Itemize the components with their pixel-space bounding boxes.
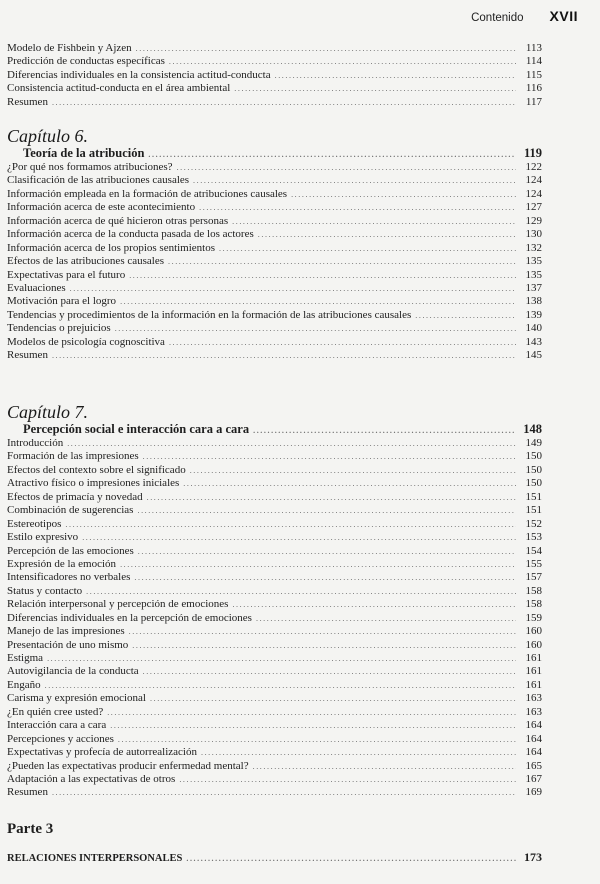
dot-leader (115, 322, 516, 335)
toc-entry[interactable] (7, 518, 542, 531)
page-number: 164 (525, 732, 542, 745)
toc-entry[interactable] (7, 161, 542, 174)
page-number: 117 (525, 95, 542, 108)
entry-title: Formación de las impresiones (7, 450, 139, 463)
entry-title: Carisma y expresión emocional (7, 692, 146, 705)
toc-entry[interactable] (7, 639, 542, 652)
toc-entry[interactable] (7, 545, 542, 558)
entry-title: Efectos del contexto sobre el significado (7, 463, 186, 476)
entry-title: Modelo de Fishbein y Ajzen (7, 42, 132, 54)
entry-title: Resumen (7, 349, 48, 362)
chapter-heading: Capítulo 7. (7, 402, 89, 422)
toc-entry[interactable] (7, 96, 542, 109)
entry-title: Manejo de las impresiones (7, 625, 125, 638)
page-number: 140 (525, 322, 542, 335)
entry-title: Presentación de uno mismo (7, 638, 129, 651)
page-number: 151 (525, 490, 542, 503)
dot-leader (67, 437, 516, 450)
dot-leader (45, 679, 516, 692)
entry-title: Adaptación a las expectativas de otros (7, 772, 176, 785)
chapter-title-row[interactable] (7, 422, 542, 437)
toc-entry[interactable] (7, 491, 542, 504)
toc-entry[interactable] (7, 174, 542, 187)
header-page-number: XVII (549, 8, 578, 24)
running-header (471, 8, 578, 24)
page-number: 157 (525, 571, 542, 584)
entry-title: Expresión de la emoción (7, 557, 117, 570)
page-number: 159 (525, 611, 542, 624)
page-number: 148 (523, 422, 542, 436)
page-number: 127 (525, 201, 542, 214)
entry-title: Status y contacto (7, 584, 83, 597)
toc-entry[interactable] (7, 336, 542, 349)
toc-entry[interactable] (7, 504, 542, 517)
toc-entry[interactable] (7, 349, 542, 362)
toc-chapter-7 (7, 402, 542, 800)
entry-title: Introducción (7, 437, 64, 449)
page-number: 129 (525, 214, 542, 227)
toc-entry[interactable] (7, 652, 542, 665)
toc-entry[interactable] (7, 571, 542, 584)
page-number: 161 (525, 665, 542, 678)
dot-leader (199, 201, 516, 214)
dot-leader (179, 773, 516, 786)
page-number: 135 (525, 255, 542, 268)
entry-title: Intensificadores no verbales (7, 571, 131, 584)
dot-leader (138, 545, 516, 558)
entry-title: Expectativas para el futuro (7, 268, 126, 281)
toc-entry[interactable] (7, 437, 542, 450)
page-number: 152 (525, 517, 542, 530)
dot-leader (258, 228, 516, 241)
toc-entry[interactable] (7, 598, 542, 611)
page-number: 164 (525, 746, 542, 759)
entry-title: Interacción cara a cara (7, 719, 107, 732)
entry-title: Expectativas y profecía de autorrealización (7, 746, 197, 759)
toc-entry[interactable] (7, 706, 542, 719)
header-section-label: Contenido (471, 12, 524, 24)
dot-leader (65, 518, 516, 531)
entry-title: Diferencias individuales en la consistencia actitud-conducta (7, 68, 271, 81)
entry-title: Diferencias individuales en la percepción de emociones (7, 611, 252, 624)
part-heading: Parte 3 (7, 821, 54, 837)
toc-entry[interactable] (7, 585, 542, 598)
dot-leader (70, 282, 516, 295)
toc-entry[interactable] (7, 255, 542, 268)
toc-block-continued (7, 42, 542, 109)
toc-entry[interactable] (7, 558, 542, 571)
entry-title: Efectos de primacía y novedad (7, 490, 143, 503)
page-number: 116 (525, 82, 542, 95)
toc-entry[interactable] (7, 69, 542, 82)
entry-title: Autovigilancia de la conducta (7, 665, 139, 678)
dot-leader (110, 719, 516, 732)
entry-title: Estilo expresivo (7, 531, 79, 544)
dot-leader (253, 760, 516, 773)
page-number: 160 (525, 625, 542, 638)
entry-title: Resumen (7, 95, 48, 108)
entry-title: Engaño (7, 678, 41, 691)
page-number: 164 (525, 719, 542, 732)
entry-title: Información acerca de qué hicieron otras personas (7, 214, 229, 227)
chapter-heading: Capítulo 6. (7, 126, 89, 146)
toc-entry[interactable] (7, 746, 542, 759)
dot-leader (52, 96, 516, 109)
entry-title: Percepción de las emociones (7, 544, 134, 557)
dot-leader (134, 571, 516, 584)
dot-leader (148, 147, 516, 162)
chapter-title-row[interactable] (7, 146, 542, 161)
page-number: 143 (525, 335, 542, 348)
entry-title: Percepciones y acciones (7, 732, 114, 745)
dot-leader (234, 82, 516, 95)
entry-title: Combinación de sugerencias (7, 504, 134, 517)
page-number: 160 (525, 638, 542, 651)
dot-leader (52, 349, 516, 362)
entry-title: Información empleada en la formación de atribuciones causales (7, 187, 288, 200)
dot-leader (136, 42, 516, 55)
dot-leader (132, 639, 516, 652)
toc-entry[interactable] (7, 295, 542, 308)
toc-part-3 (7, 820, 542, 865)
dot-leader (232, 598, 516, 611)
dot-leader (177, 161, 516, 174)
entry-title: Información acerca de los propios sentimientos (7, 241, 216, 254)
entry-title: Clasificación de las atribuciones causales (7, 174, 190, 187)
dot-leader (120, 295, 516, 308)
toc-entry[interactable] (7, 322, 542, 335)
page-number: 115 (525, 68, 542, 81)
dot-leader (129, 625, 516, 638)
dot-leader (275, 69, 516, 82)
dot-leader (253, 423, 516, 438)
page-number: 169 (525, 786, 542, 799)
part-title-row[interactable] (7, 850, 542, 865)
toc-entry[interactable] (7, 477, 542, 490)
page-number: 150 (525, 477, 542, 490)
page-number: 137 (525, 281, 542, 294)
entry-title: Atractivo físico o impresiones iniciales (7, 477, 180, 490)
page-number: 132 (525, 241, 542, 254)
page-number: 139 (525, 308, 542, 321)
toc-entry[interactable] (7, 242, 542, 255)
toc-entry[interactable] (7, 450, 542, 463)
toc-entry[interactable] (7, 773, 542, 786)
toc-entry[interactable] (7, 692, 542, 705)
toc-entry[interactable] (7, 464, 542, 477)
entry-title: Consistencia actitud-conducta en el área ambiental (7, 82, 231, 95)
page-number: 149 (525, 437, 542, 449)
page-number: 113 (525, 42, 542, 54)
part-title: RELACIONES INTERPERSONALES (7, 853, 183, 864)
page-number: 130 (525, 228, 542, 241)
entry-title: Efectos de las atribuciones causales (7, 255, 164, 268)
dot-leader (232, 215, 516, 228)
entry-title: Tendencias y procedimientos de la información en la formación de las atribuciones causales (7, 308, 412, 321)
entry-title: Modelos de psicología cognoscitiva (7, 335, 165, 348)
page-number: 165 (525, 759, 542, 772)
dot-leader (193, 174, 516, 187)
dot-leader (169, 336, 516, 349)
entry-title: Motivación para el logro (7, 295, 117, 308)
toc-entry[interactable] (7, 42, 542, 55)
entry-title: ¿Pueden las expectativas producir enfermedad mental? (7, 759, 249, 772)
toc-entry[interactable] (7, 269, 542, 282)
page-number: 158 (525, 584, 542, 597)
dot-leader (415, 309, 516, 322)
page-number: 151 (525, 504, 542, 517)
dot-leader (129, 269, 516, 282)
page-number: 163 (525, 705, 542, 718)
toc-entry[interactable] (7, 282, 542, 295)
toc-entry[interactable] (7, 82, 542, 95)
dot-leader (52, 786, 516, 799)
dot-leader (168, 255, 516, 268)
dot-leader (219, 242, 516, 255)
page-number: 122 (525, 161, 542, 173)
entry-title: Estigma (7, 652, 44, 664)
page-number: 173 (524, 850, 542, 864)
toc-entry[interactable] (7, 531, 542, 544)
toc-entry[interactable] (7, 201, 542, 214)
page-number: 155 (525, 557, 542, 570)
toc-entry[interactable] (7, 665, 542, 678)
dot-leader (291, 188, 516, 201)
toc-entry[interactable] (7, 679, 542, 692)
dot-leader (137, 504, 516, 517)
toc-entry[interactable] (7, 215, 542, 228)
dot-leader (143, 665, 516, 678)
entry-title: ¿En quién cree usted? (7, 705, 104, 718)
page-number: 158 (525, 598, 542, 611)
entry-title: Resumen (7, 786, 48, 799)
page-number: 150 (525, 463, 542, 476)
page-number: 161 (525, 678, 542, 691)
entry-title: ¿Por qué nos formamos atribuciones? (7, 161, 173, 173)
page-number: 114 (525, 55, 542, 68)
dot-leader (47, 652, 516, 665)
toc-chapter-6 (7, 126, 542, 363)
page-number: 167 (525, 772, 542, 785)
dot-leader (82, 531, 516, 544)
toc-entry[interactable] (7, 309, 542, 322)
page-number: 163 (525, 692, 542, 705)
page-number: 124 (525, 187, 542, 200)
entry-title: Evaluaciones (7, 281, 66, 294)
page-number: 145 (525, 349, 542, 362)
dot-leader (120, 558, 516, 571)
entry-title: Estereotipos (7, 517, 62, 530)
dot-leader (256, 612, 516, 625)
chapter-title: Teoría de la atribución (23, 146, 145, 160)
toc-entry[interactable] (7, 228, 542, 241)
chapter-title: Percepción social e interacción cara a cara (23, 422, 250, 436)
page-number: 154 (525, 544, 542, 557)
entry-title: Predicción de conductas específicas (7, 55, 165, 68)
toc-entry[interactable] (7, 625, 542, 638)
entry-title: Información acerca de la conducta pasada de los actores (7, 228, 254, 241)
toc-entry[interactable] (7, 786, 542, 799)
dot-leader (86, 585, 516, 598)
toc-entry[interactable] (7, 733, 542, 746)
dot-leader (147, 491, 516, 504)
page-number: 150 (525, 450, 542, 463)
dot-leader (143, 450, 516, 463)
page-number: 138 (525, 295, 542, 308)
page-number: 119 (523, 146, 542, 160)
dot-leader (186, 851, 516, 866)
page-number: 124 (525, 174, 542, 187)
page-number: 153 (525, 531, 542, 544)
dot-leader (190, 464, 516, 477)
dot-leader (118, 733, 516, 746)
toc-entry[interactable] (7, 719, 542, 732)
entry-title: Información acerca de este acontecimiento (7, 201, 196, 214)
dot-leader (150, 692, 516, 705)
dot-leader (107, 706, 516, 719)
toc-entry[interactable] (7, 188, 542, 201)
dot-leader (169, 55, 516, 68)
entry-title: Relación interpersonal y percepción de emociones (7, 598, 229, 611)
toc-entry[interactable] (7, 55, 542, 68)
page-number: 135 (525, 268, 542, 281)
toc-entry[interactable] (7, 760, 542, 773)
toc-entry[interactable] (7, 612, 542, 625)
dot-leader (183, 477, 516, 490)
entry-title: Tendencias o prejuicios (7, 322, 111, 335)
page-number: 161 (525, 652, 542, 664)
dot-leader (201, 746, 516, 759)
